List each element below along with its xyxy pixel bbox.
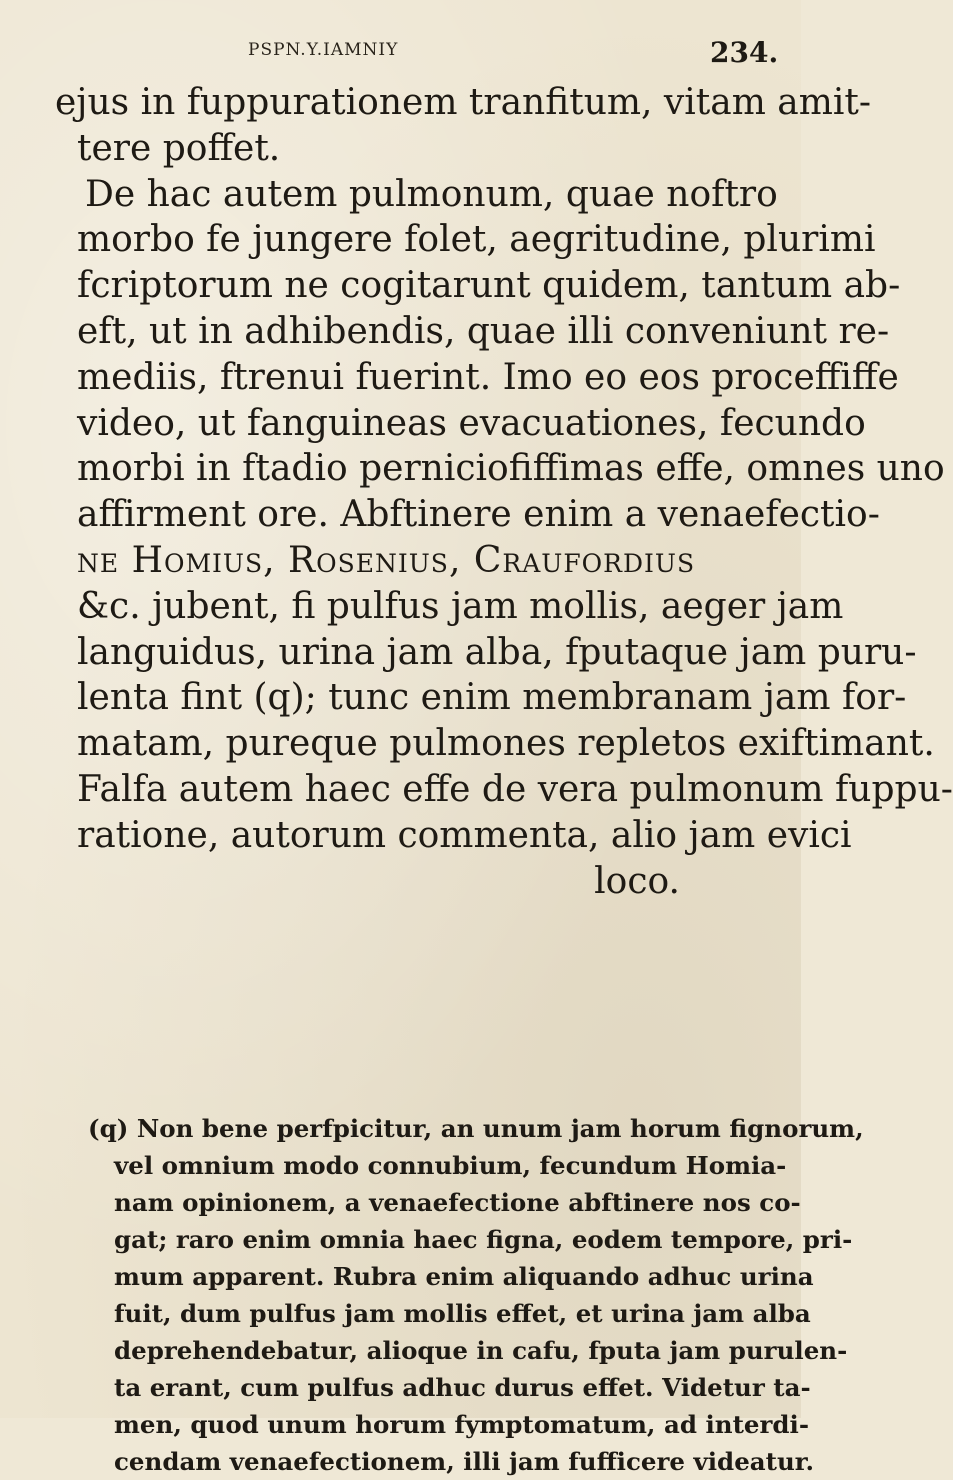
footnote-line: (q) Non bene perfpicitur, an unum jam horum fignorum, xyxy=(88,1114,864,1143)
text-line: morbo fe jungere folet, aegritudine, plurimi xyxy=(77,219,876,261)
text-line: Falfa autem haec effe de vera pulmonum fuppu- xyxy=(77,768,953,810)
footnote-line: vel omnium modo connubium, fecundum Homia- xyxy=(114,1151,787,1180)
header-ornament: PSPN.Y.IAMNIY xyxy=(248,40,399,60)
footnote-line: ta erant, cum pulfus adhuc durus effet. Videtur ta- xyxy=(114,1373,811,1402)
footnote-line: deprehendebatur, alioque in cafu, fputa jam purulen- xyxy=(114,1336,848,1365)
footnote-line: fuit, dum pulfus jam mollis effet, et urina jam alba xyxy=(114,1299,811,1328)
text-line: morbi in ftadio perniciofiffimas effe, omnes uno xyxy=(77,448,945,490)
text-line: languidus, urina jam alba, fputaque jam puru- xyxy=(77,631,917,673)
text-line: video, ut fanguineas evacuationes, fecundo xyxy=(77,402,866,444)
text-line: eft, ut in adhibendis, quae illi conveniunt re- xyxy=(77,310,890,352)
footnote-line: mum apparent. Rubra enim aliquando adhuc urina xyxy=(114,1262,814,1291)
text-line: tere poffet. xyxy=(77,127,281,169)
main-text xyxy=(55,80,953,904)
footnote-line: men, quod unum horum fymptomatum, ad interdi- xyxy=(114,1410,810,1439)
page-header xyxy=(0,36,801,80)
text-line: De hac autem pulmonum, quae noftro xyxy=(85,173,778,215)
text-line: ratione, autorum commenta, alio jam evici xyxy=(77,814,852,856)
footnote xyxy=(88,1110,864,1480)
text-line: mediis, ftrenui fuerint. Imo eo eos proceffiffe xyxy=(77,356,899,398)
text-line: &c. jubent, fi pulfus jam mollis, aeger jam xyxy=(77,585,844,627)
footnote-line: nam opinionem, a venaefectione abftinere nos co- xyxy=(114,1188,801,1217)
footnote-line: cendam venaefectionem, illi jam fufficere videatur. xyxy=(114,1447,814,1476)
page-number: 234. xyxy=(710,36,779,69)
text-line: lenta fint (q); tunc enim membranam jam for- xyxy=(77,677,907,719)
text-line: ejus in fuppurationem tranfitum, vitam amit- xyxy=(55,82,872,123)
text-line: loco. xyxy=(594,860,680,902)
text-line: ne Homius, Rosenius, Craufordius xyxy=(77,539,696,581)
text-line: matam, pureque pulmones repletos exiftimant. xyxy=(77,723,935,765)
text-line: fcriptorum ne cogitarunt quidem, tantum ab- xyxy=(77,265,901,307)
footnote-line: gat; raro enim omnia haec figna, eodem tempore, pri- xyxy=(114,1225,853,1254)
text-line: affirment ore. Abftinere enim a venaefectio- xyxy=(77,494,880,536)
